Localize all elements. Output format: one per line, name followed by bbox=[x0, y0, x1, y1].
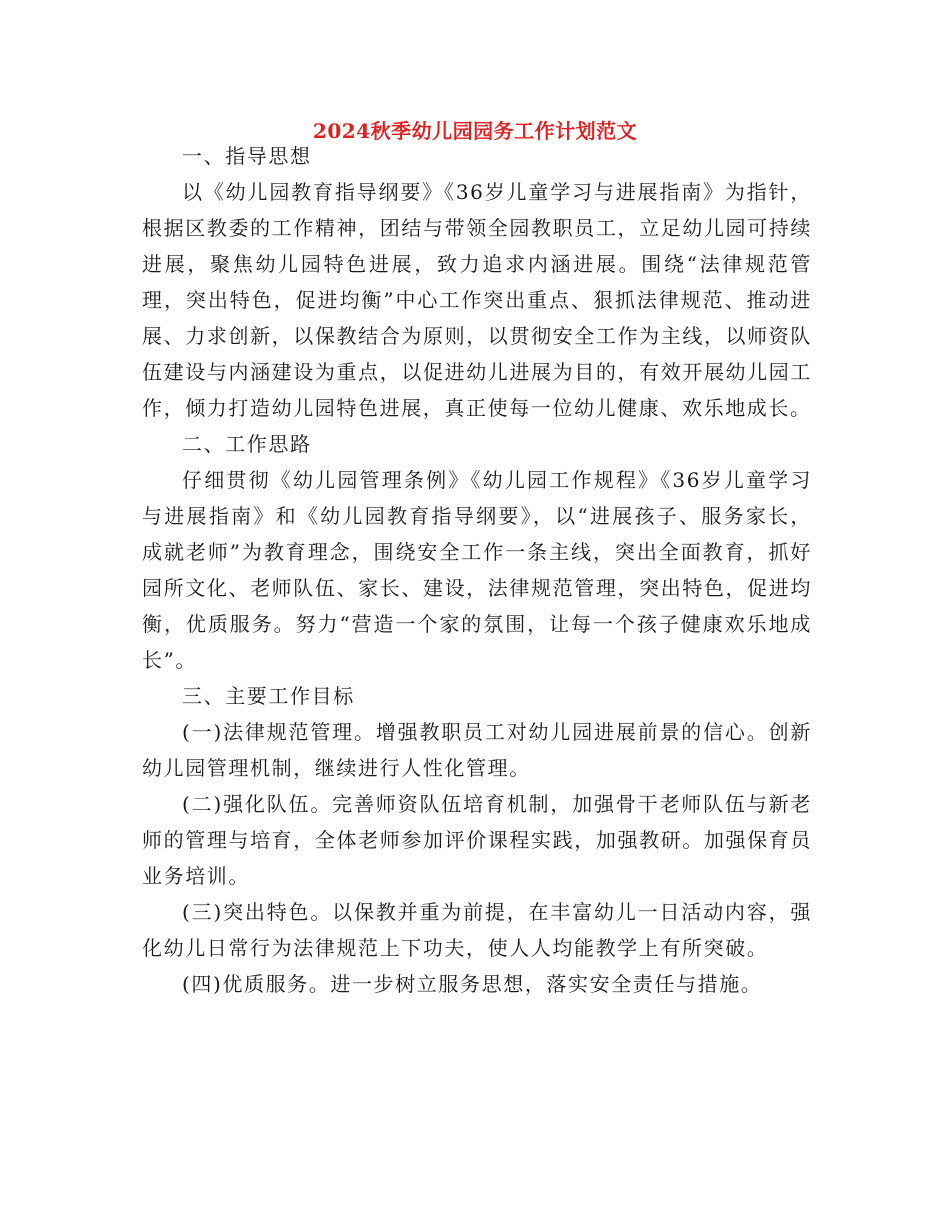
section-heading-work-approach: 二、工作思路 bbox=[182, 432, 312, 456]
paragraph-goal-2: (二)强化队伍。完善师资队伍培育机制，加强骨干老师队伍与新老师的管理与培育，全体老师参加评价课程实践，加强教研。加强保育员业务培训。 bbox=[142, 792, 812, 888]
paragraph-goal-3: (三)突出特色。以保教并重为前提，在丰富幼儿一日活动内容，强化幼儿日常行为法律规范上下功夫，使人人均能教学上有所突破。 bbox=[142, 900, 812, 960]
paragraph-goal-1: (一)法律规范管理。增强教职员工对幼儿园进展前景的信心。创新幼儿园管理机制，继续进行人性化管理。 bbox=[142, 720, 812, 780]
paragraph-work-approach: 仔细贯彻《幼儿园管理条例》《幼儿园工作规程》《36岁儿童学习与进展指南》和《幼儿园教育指导纲要》，以“进展孩子、服务家长，成就老师”为教育理念，围绕安全工作一条主线，突出全面教育，抓好园所文化、老师队伍、家长、建设，法律规范管理，突出特色，促进均衡，优质服务。努力“营造一个家的氛围，让每一个孩子健康欢乐地成长”。 bbox=[142, 468, 812, 672]
paragraph-guiding-ideology: 以《幼儿园教育指导纲要》《36岁儿童学习与进展指南》为指针，根据区教委的工作精神，团结与带领全园教职员工，立足幼儿园可持续进展，聚焦幼儿园特色进展，致力追求内涵进展。围绕“法律规范管理，突出特色，促进均衡”中心工作突出重点、狠抓法律规范、推动进展、力求创新，以保教结合为原则，以贯彻安全工作为主线，以师资队伍建设与内涵建设为重点，以促进幼儿进展为目的，有效开展幼儿园工作，倾力打造幼儿园特色进展，真正使每一位幼儿健康、欢乐地成长。 bbox=[142, 180, 812, 420]
document-body bbox=[142, 138, 812, 1002]
section-heading-guiding-ideology: 一、指导思想 bbox=[182, 144, 312, 168]
section-heading-main-goals: 三、主要工作目标 bbox=[182, 684, 355, 708]
document-title: 2024秋季幼儿园园务工作计划范文 bbox=[312, 119, 638, 143]
paragraph-goal-4: (四)优质服务。进一步树立服务思想，落实安全责任与措施。 bbox=[182, 972, 763, 996]
